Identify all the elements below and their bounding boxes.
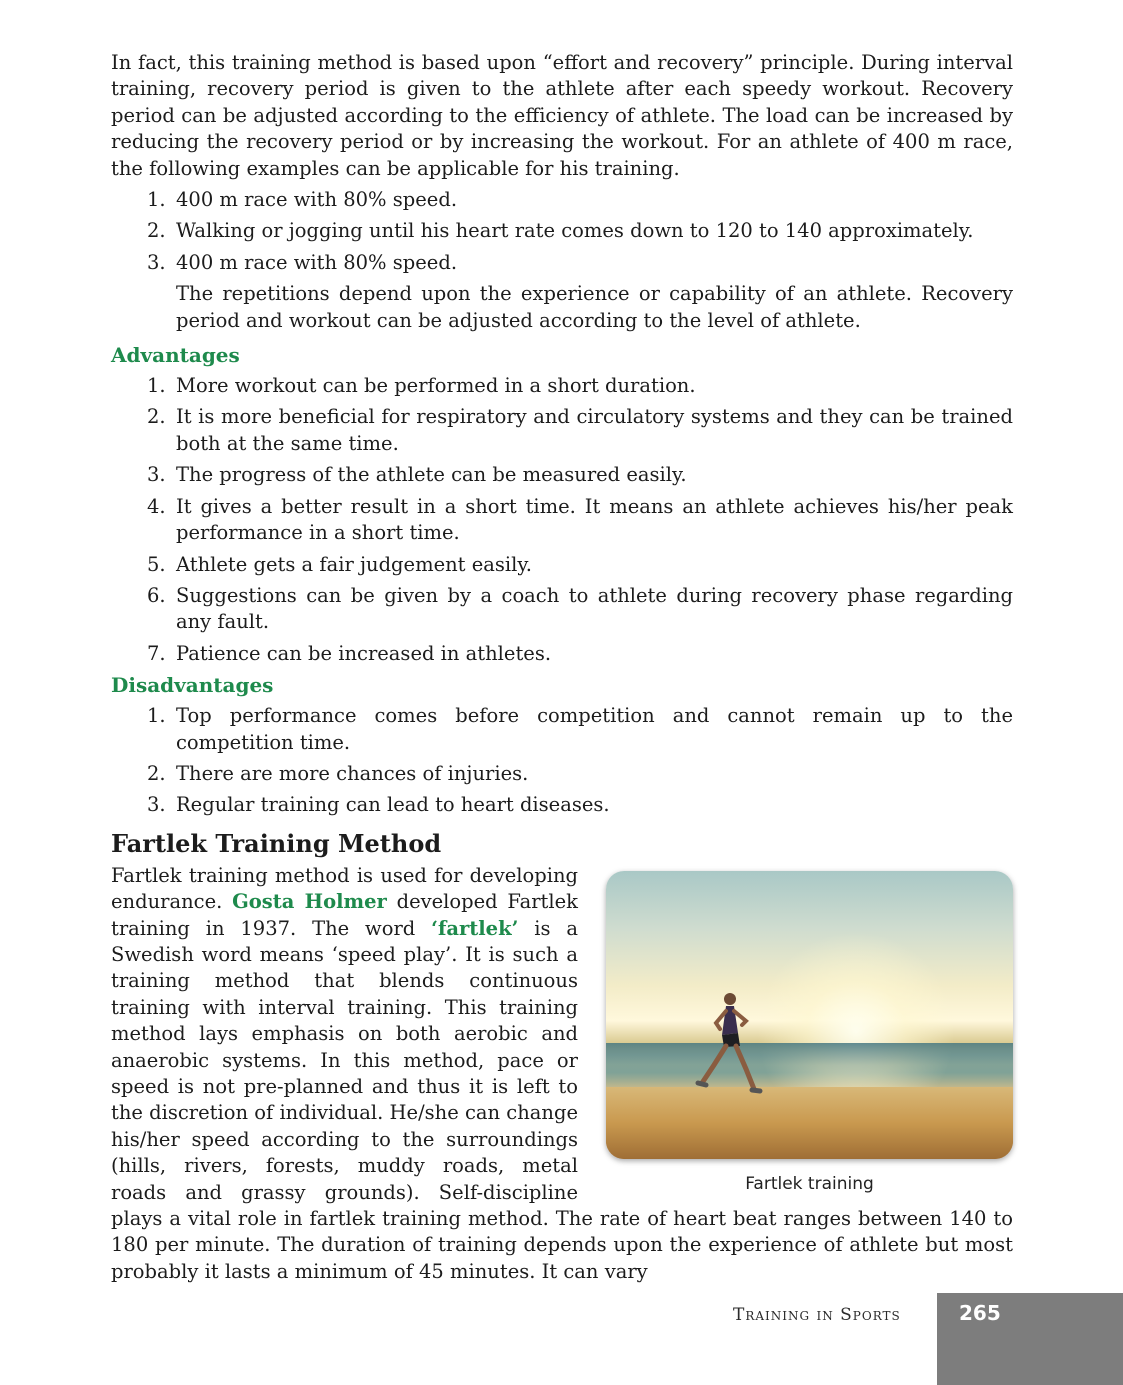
- examples-list: [111, 187, 1013, 276]
- list-number: 3.: [147, 463, 166, 487]
- list-number: 1.: [147, 188, 166, 212]
- page-number-box: [937, 1293, 1123, 1385]
- intro-paragraph: In fact, this training method is based upon “effort and recovery” principle. During interval training, recovery period is given to the athlete after each speedy workout. Recovery period can be adjusted according to the efficiency of athlete. The load can be increased by reducing the recovery period or by increasing the workout. For an athlete of 400 m race, the following examples can be applicable for his training.: [111, 51, 1013, 180]
- list-item: [111, 792, 1013, 818]
- list-number: 4.: [147, 494, 166, 518]
- list-text: More workout can be performed in a short duration.: [176, 374, 696, 398]
- text-span: developed Fartlek training in 1937. The word: [111, 890, 578, 940]
- examples-note: The repetitions depend upon the experience or capability of an athlete. Recovery period and workout can be adjusted according to the level of athlete.: [176, 282, 1013, 332]
- list-number: 7.: [147, 641, 166, 665]
- list-item: [111, 373, 1013, 399]
- list-item: [111, 703, 1013, 756]
- fartlek-photo: [606, 871, 1013, 1159]
- highlight-word: ‘fartlek’: [431, 916, 519, 940]
- list-number: 3.: [147, 250, 166, 274]
- list-item: [111, 462, 1013, 488]
- advantages-list: [111, 373, 1013, 667]
- list-number: 5.: [147, 552, 166, 576]
- runner-icon: [688, 991, 768, 1101]
- list-item: [111, 187, 1013, 213]
- list-number: 2.: [147, 219, 166, 243]
- list-text: Patience can be increased in athletes.: [176, 641, 552, 665]
- footer-chapter-title: Training in Sports: [733, 1305, 901, 1325]
- list-text: Top performance comes before competition and cannot remain up to the competition time.: [176, 704, 1013, 754]
- text-span: Fartlek training method is used for developing endurance.: [111, 863, 578, 914]
- list-text: 400 m race with 80% speed.: [176, 188, 458, 212]
- list-number: 6.: [147, 583, 166, 607]
- list-text: Athlete gets a fair judgement easily.: [176, 552, 532, 576]
- disadvantages-heading: Disadvantages: [111, 673, 274, 698]
- list-text: It is more beneficial for respiratory and circulatory systems and they can be trained both at the same time.: [176, 405, 1013, 455]
- list-text: Walking or jogging until his heart rate comes down to 120 to 140 approximately.: [176, 219, 974, 243]
- list-item: [111, 404, 1013, 457]
- list-item: [111, 250, 1013, 276]
- list-number: 2.: [147, 761, 166, 785]
- list-number: 3.: [147, 793, 166, 817]
- list-text: It gives a better result in a short time. It means an athlete achieves his/her peak performance in a short time.: [176, 494, 1013, 545]
- page-number: 265: [959, 1301, 1001, 1325]
- figure: [606, 871, 1013, 1195]
- figure-caption: Fartlek training: [745, 1173, 874, 1194]
- list-text: There are more chances of injuries.: [176, 761, 529, 785]
- list-text: Regular training can lead to heart diseases.: [176, 793, 610, 817]
- list-item: [111, 641, 1013, 667]
- section-title: Fartlek Training Method: [111, 828, 442, 858]
- list-item: [111, 583, 1013, 636]
- list-item: [111, 552, 1013, 578]
- highlight-name: Gosta Holmer: [232, 890, 387, 914]
- list-number: 1.: [147, 704, 166, 728]
- text-span: is a Swedish word means ‘speed play’. It is such a training method that blends continuous training with interval training. This training method lays emphasis on both aerobic and anaerobic systems. In this method, pace or speed is not pre-planned and thus it is left to the discretion of individual. He/she can change his/her speed according to the surroundings (hills, rivers, forests, muddy roads, metal roads and grassy grounds). Self-discipline plays a vital role in fartlek training method. The rate of heart beat ranges between 140 to 180 per minute. The duration of training depends upon the experience of athlete but most probably it lasts a minimum of 45 minutes. It can vary: [111, 916, 1013, 1283]
- list-text: Suggestions can be given by a coach to athlete during recovery phase regarding any fault.: [176, 583, 1013, 634]
- beach-sand: [606, 1087, 1013, 1159]
- list-item: [111, 761, 1013, 787]
- list-number: 2.: [147, 405, 166, 429]
- list-item: [111, 218, 1013, 244]
- list-text: The progress of the athlete can be measured easily.: [176, 463, 687, 487]
- advantages-heading: Advantages: [111, 343, 240, 368]
- sea-waves: [606, 1043, 1013, 1087]
- list-number: 1.: [147, 374, 166, 398]
- page-content: [111, 50, 1013, 1285]
- list-item: [111, 494, 1013, 547]
- list-text: 400 m race with 80% speed.: [176, 250, 458, 274]
- disadvantages-list: [111, 703, 1013, 819]
